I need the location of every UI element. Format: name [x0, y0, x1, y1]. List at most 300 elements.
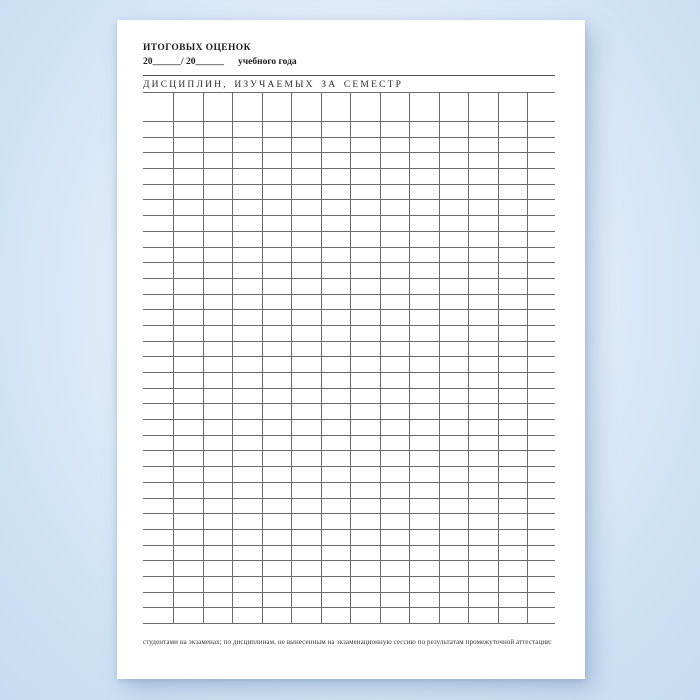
grid-cell: [321, 593, 351, 608]
grid-cell: [262, 216, 292, 231]
grid-cell: [232, 326, 262, 341]
grid-cell: [439, 357, 469, 372]
grid-cell: [291, 122, 321, 137]
year-blank-first: ______: [152, 57, 181, 67]
grid-cell: [291, 169, 321, 184]
grid-cell: [291, 436, 321, 451]
grid-row: [143, 310, 555, 326]
grid-cell: [143, 200, 173, 215]
grid-cell: [203, 342, 233, 357]
grid-cell: [321, 232, 351, 247]
grid-cell: [291, 467, 321, 482]
grid-row: [143, 357, 555, 373]
grid-cell: [291, 404, 321, 419]
grid-cell: [321, 499, 351, 514]
grid-cell: [262, 467, 292, 482]
grid-cell: [380, 561, 410, 576]
grid-cell: [173, 357, 203, 372]
grid-cell: [321, 263, 351, 278]
grid-cell: [439, 93, 469, 121]
grid-cell: [380, 122, 410, 137]
grid-cell: [468, 310, 498, 325]
grid-cell: [321, 93, 351, 121]
grid-cell: [143, 389, 173, 404]
grid-cell: [321, 514, 351, 529]
grid-cell: [498, 326, 528, 341]
grid-cell: [380, 93, 410, 121]
grid-cell: [173, 326, 203, 341]
grid-cell: [468, 373, 498, 388]
grid-cell: [143, 577, 173, 592]
grid-cell: [498, 248, 528, 263]
grid-cell: [498, 561, 528, 576]
grid-cell: [350, 326, 380, 341]
grid-cell: [380, 232, 410, 247]
grid-cell: [291, 248, 321, 263]
grid-cell: [468, 232, 498, 247]
grid-cell: [291, 342, 321, 357]
grid-cell: [262, 483, 292, 498]
grid-cell: [380, 608, 410, 623]
grid-cell: [439, 169, 469, 184]
grid-cell: [143, 561, 173, 576]
grid-cell: [262, 326, 292, 341]
grid-cell: [143, 593, 173, 608]
grid-cell: [232, 279, 262, 294]
grid-cell: [498, 342, 528, 357]
grid-cell: [321, 577, 351, 592]
grid-cell: [409, 561, 439, 576]
grid-cell: [409, 295, 439, 310]
grid-cell: [203, 436, 233, 451]
grid-cell: [380, 404, 410, 419]
grid-cell: [350, 138, 380, 153]
grid-cell: [232, 404, 262, 419]
grid-cell: [173, 546, 203, 561]
grid-cell: [321, 122, 351, 137]
grid-cell: [173, 608, 203, 623]
grid-cell: [203, 420, 233, 435]
grades-grid: [143, 92, 555, 624]
grid-cell: [143, 232, 173, 247]
grid-cell: [439, 577, 469, 592]
grid-cell: [468, 138, 498, 153]
grid-cell: [232, 530, 262, 545]
grid-cell: [468, 436, 498, 451]
grid-cell: [262, 404, 292, 419]
grid-cell: [143, 467, 173, 482]
grid-cell: [527, 546, 555, 561]
grid-cell: [527, 373, 555, 388]
grid-cell: [350, 436, 380, 451]
grid-cell: [380, 326, 410, 341]
grid-cell: [321, 404, 351, 419]
grid-cell: [439, 342, 469, 357]
grid-cell: [527, 420, 555, 435]
grid-cell: [173, 232, 203, 247]
grid-cell: [232, 389, 262, 404]
grid-cell: [409, 514, 439, 529]
grid-cell: [468, 153, 498, 168]
grid-row: [143, 138, 555, 154]
grid-cell: [203, 499, 233, 514]
grid-cell: [350, 420, 380, 435]
grid-cell: [350, 404, 380, 419]
grid-cell: [527, 499, 555, 514]
grid-cell: [262, 200, 292, 215]
grid-cell: [143, 546, 173, 561]
grid-cell: [173, 310, 203, 325]
grid-cell: [439, 483, 469, 498]
grid-cell: [321, 248, 351, 263]
grid-cell: [468, 593, 498, 608]
grid-cell: [409, 577, 439, 592]
grid-cell: [468, 389, 498, 404]
grid-cell: [439, 436, 469, 451]
section-title: ДИСЦИПЛИН, ИЗУЧАЕМЫХ ЗА СЕМЕСТР: [143, 80, 404, 90]
grid-row: [143, 404, 555, 420]
grid-cell: [291, 93, 321, 121]
grid-cell: [409, 608, 439, 623]
grid-cell: [232, 373, 262, 388]
grid-cell: [439, 451, 469, 466]
grid-cell: [203, 561, 233, 576]
grid-cell: [409, 436, 439, 451]
grid-cell: [498, 451, 528, 466]
grid-cell: [262, 122, 292, 137]
grid-cell: [350, 530, 380, 545]
grid-cell: [439, 232, 469, 247]
grid-cell: [232, 200, 262, 215]
grid-cell: [173, 93, 203, 121]
grid-cell: [232, 248, 262, 263]
grid-cell: [498, 593, 528, 608]
grid-row: [143, 295, 555, 311]
grid-row: [143, 216, 555, 232]
grid-cell: [468, 357, 498, 372]
grid-cell: [498, 420, 528, 435]
grid-cell: [439, 200, 469, 215]
grid-cell: [498, 404, 528, 419]
grid-cell: [232, 546, 262, 561]
grid-cell: [291, 530, 321, 545]
grid-cell: [439, 467, 469, 482]
grid-cell: [380, 389, 410, 404]
grid-cell: [468, 499, 498, 514]
grid-cell: [439, 185, 469, 200]
grid-cell: [350, 373, 380, 388]
grid-cell: [291, 483, 321, 498]
grid-cell: [439, 138, 469, 153]
grid-cell: [409, 546, 439, 561]
grid-row: [143, 577, 555, 593]
grid-cell: [439, 295, 469, 310]
grid-cell: [203, 93, 233, 121]
grid-cell: [321, 342, 351, 357]
grid-cell: [291, 310, 321, 325]
grid-cell: [291, 373, 321, 388]
grid-cell: [203, 357, 233, 372]
grid-cell: [380, 420, 410, 435]
grid-cell: [143, 451, 173, 466]
grid-cell: [321, 295, 351, 310]
header-rule: [143, 75, 555, 76]
grid-cell: [262, 279, 292, 294]
grid-cell: [291, 153, 321, 168]
grid-cell: [498, 216, 528, 231]
grid-cell: [321, 310, 351, 325]
grid-cell: [143, 248, 173, 263]
grid-cell: [498, 169, 528, 184]
grid-cell: [232, 153, 262, 168]
grid-row: [143, 483, 555, 499]
grid-cell: [232, 483, 262, 498]
grid-row: [143, 451, 555, 467]
grid-cell: [350, 342, 380, 357]
grid-cell: [498, 514, 528, 529]
grid-cell: [439, 389, 469, 404]
grid-row: [143, 232, 555, 248]
grid-cell: [498, 232, 528, 247]
grid-cell: [173, 483, 203, 498]
grid-cell: [143, 342, 173, 357]
grid-cell: [498, 93, 528, 121]
grid-cell: [143, 608, 173, 623]
grid-cell: [350, 467, 380, 482]
grid-cell: [409, 138, 439, 153]
grid-cell: [262, 263, 292, 278]
grid-cell: [143, 483, 173, 498]
grid-cell: [527, 138, 555, 153]
grid-cell: [232, 122, 262, 137]
grid-cell: [203, 608, 233, 623]
grid-row: [143, 608, 555, 624]
grid-cell: [380, 200, 410, 215]
grid-cell: [262, 138, 292, 153]
grid-cell: [350, 279, 380, 294]
grid-cell: [498, 483, 528, 498]
grid-cell: [527, 279, 555, 294]
grid-cell: [232, 357, 262, 372]
grid-cell: [232, 138, 262, 153]
grid-cell: [143, 169, 173, 184]
grid-cell: [203, 546, 233, 561]
grid-cell: [527, 561, 555, 576]
grid-cell: [468, 248, 498, 263]
grid-cell: [527, 93, 555, 121]
grid-cell: [203, 295, 233, 310]
grid-cell: [291, 546, 321, 561]
grid-cell: [380, 483, 410, 498]
grid-cell: [262, 499, 292, 514]
grid-cell: [173, 263, 203, 278]
grid-cell: [350, 93, 380, 121]
grid-cell: [291, 577, 321, 592]
grid-cell: [203, 185, 233, 200]
grid-cell: [439, 310, 469, 325]
grid-cell: [321, 546, 351, 561]
grid-cell: [262, 593, 292, 608]
grid-cell: [468, 185, 498, 200]
grid-cell: [173, 216, 203, 231]
grid-cell: [527, 310, 555, 325]
grid-row: [143, 169, 555, 185]
grid-cell: [291, 295, 321, 310]
year-blank-second: ______: [195, 57, 225, 67]
grid-row: [143, 389, 555, 405]
grid-cell: [350, 153, 380, 168]
grid-cell: [291, 389, 321, 404]
grid-cell: [173, 342, 203, 357]
grid-cell: [291, 561, 321, 576]
grid-cell: [143, 326, 173, 341]
grid-cell: [232, 593, 262, 608]
grid-cell: [380, 342, 410, 357]
grid-cell: [321, 185, 351, 200]
grid-cell: [350, 389, 380, 404]
grid-cell: [232, 93, 262, 121]
grid-row: [143, 263, 555, 279]
grid-cell: [439, 216, 469, 231]
grid-cell: [173, 404, 203, 419]
grid-cell: [143, 530, 173, 545]
grid-cell: [321, 279, 351, 294]
grid-cell: [143, 138, 173, 153]
grid-cell: [232, 216, 262, 231]
grid-cell: [409, 232, 439, 247]
grid-cell: [350, 232, 380, 247]
grid-cell: [380, 279, 410, 294]
grid-cell: [262, 436, 292, 451]
grid-cell: [173, 420, 203, 435]
grid-cell: [262, 248, 292, 263]
grid-cell: [203, 248, 233, 263]
grid-cell: [350, 216, 380, 231]
grid-cell: [409, 499, 439, 514]
grid-cell: [291, 185, 321, 200]
grid-cell: [350, 263, 380, 278]
grid-cell: [380, 436, 410, 451]
grid-cell: [291, 279, 321, 294]
grid-cell: [380, 138, 410, 153]
grid-cell: [232, 263, 262, 278]
grid-cell: [439, 530, 469, 545]
grid-cell: [439, 499, 469, 514]
grid-cell: [498, 153, 528, 168]
grid-cell: [527, 577, 555, 592]
page-content: [143, 42, 555, 647]
grid-cell: [173, 467, 203, 482]
grid-row: [143, 514, 555, 530]
year-slash-second: / 20: [181, 57, 196, 67]
grid-cell: [173, 122, 203, 137]
grid-cell: [143, 436, 173, 451]
grid-cell: [291, 593, 321, 608]
grid-cell: [321, 530, 351, 545]
grid-cell: [262, 514, 292, 529]
grid-cell: [380, 530, 410, 545]
grid-cell: [468, 279, 498, 294]
grid-cell: [173, 561, 203, 576]
grid-cell: [321, 357, 351, 372]
grid-cell: [527, 342, 555, 357]
grid-cell: [409, 263, 439, 278]
grid-row: [143, 279, 555, 295]
grid-cell: [409, 153, 439, 168]
grid-cell: [203, 169, 233, 184]
document-page: [117, 20, 585, 679]
grid-row: [143, 326, 555, 342]
grid-cell: [291, 499, 321, 514]
grid-cell: [173, 185, 203, 200]
grid-cell: [380, 514, 410, 529]
grid-cell: [468, 263, 498, 278]
grid-cell: [468, 326, 498, 341]
grid-cell: [203, 138, 233, 153]
grid-cell: [498, 357, 528, 372]
grid-row: [143, 561, 555, 577]
grid-cell: [232, 169, 262, 184]
grid-cell: [291, 200, 321, 215]
grid-cell: [409, 93, 439, 121]
grid-cell: [203, 593, 233, 608]
grid-cell: [203, 263, 233, 278]
grid-cell: [232, 420, 262, 435]
grid-cell: [409, 122, 439, 137]
grid-cell: [380, 499, 410, 514]
grid-cell: [291, 420, 321, 435]
grid-cell: [173, 436, 203, 451]
grid-cell: [321, 373, 351, 388]
grid-cell: [232, 310, 262, 325]
grid-cell: [527, 200, 555, 215]
grid-cell: [262, 389, 292, 404]
grid-cell: [527, 483, 555, 498]
grid-cell: [380, 593, 410, 608]
year-line: [143, 56, 555, 68]
grid-cell: [439, 326, 469, 341]
grid-cell: [380, 310, 410, 325]
grid-cell: [173, 451, 203, 466]
grid-cell: [527, 608, 555, 623]
grid-cell: [439, 404, 469, 419]
grid-cell: [350, 577, 380, 592]
grid-cell: [498, 389, 528, 404]
grid-cell: [468, 530, 498, 545]
grid-cell: [143, 122, 173, 137]
grid-cell: [203, 310, 233, 325]
grid-cell: [468, 546, 498, 561]
grid-cell: [203, 577, 233, 592]
grid-cell: [350, 608, 380, 623]
grid-cell: [350, 310, 380, 325]
grid-cell: [262, 310, 292, 325]
grid-cell: [527, 232, 555, 247]
grid-cell: [350, 561, 380, 576]
grid-cell: [527, 467, 555, 482]
grid-cell: [380, 248, 410, 263]
grid-cell: [262, 530, 292, 545]
grid-cell: [498, 138, 528, 153]
grid-row: [143, 467, 555, 483]
grid-cell: [262, 93, 292, 121]
grid-cell: [498, 310, 528, 325]
grid-cell: [203, 389, 233, 404]
grid-cell: [143, 499, 173, 514]
grid-cell: [468, 122, 498, 137]
grid-cell: [321, 216, 351, 231]
grid-cell: [439, 514, 469, 529]
